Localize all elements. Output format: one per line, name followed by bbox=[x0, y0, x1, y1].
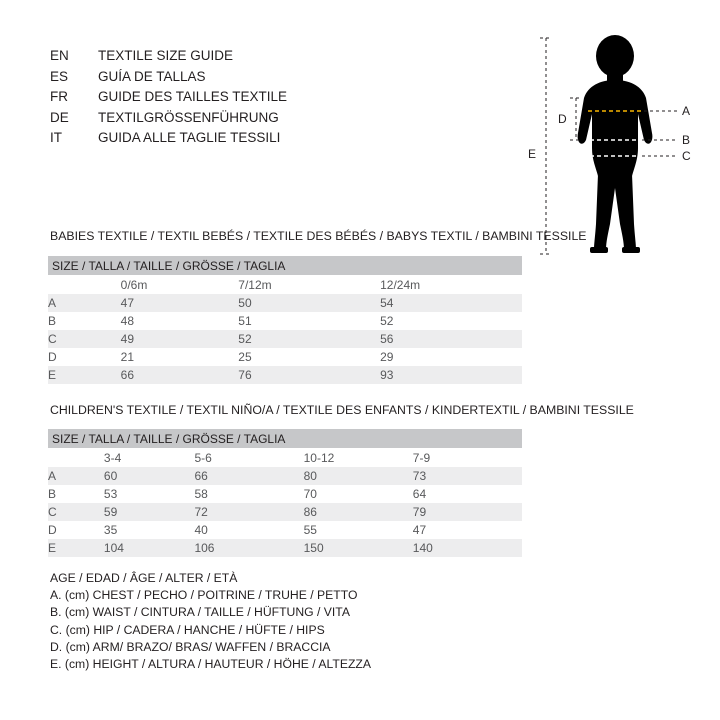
children-row-e-v0: 104 bbox=[104, 539, 195, 557]
legend-block bbox=[50, 570, 371, 673]
babies-col-blank bbox=[48, 275, 121, 294]
children-row-c-v2: 86 bbox=[304, 503, 413, 521]
babies-row-c-v2: 56 bbox=[380, 330, 522, 348]
babies-col-2: 12/24m bbox=[380, 275, 522, 294]
babies-col-0: 0/6m bbox=[121, 275, 239, 294]
legend-line-d: D. (cm) ARM/ BRAZO/ BRAS/ WAFFEN / BRACCIA bbox=[50, 639, 331, 654]
children-col-1: 5-6 bbox=[194, 448, 303, 467]
children-row-a-v0: 60 bbox=[104, 467, 195, 485]
children-row-c-v1: 72 bbox=[194, 503, 303, 521]
language-row-es bbox=[50, 67, 287, 88]
table-row bbox=[48, 467, 522, 485]
table-column-row bbox=[48, 448, 522, 467]
babies-row-b-v1: 51 bbox=[238, 312, 380, 330]
children-row-c-label: C bbox=[48, 503, 104, 521]
language-code-it: IT bbox=[50, 130, 62, 145]
babies-row-e-v1: 76 bbox=[238, 366, 380, 384]
children-row-b-v0: 53 bbox=[104, 485, 195, 503]
table-row bbox=[48, 539, 522, 557]
children-row-b-v3: 64 bbox=[413, 485, 522, 503]
table-column-row bbox=[48, 275, 522, 294]
children-row-b-v1: 58 bbox=[194, 485, 303, 503]
legend-line-b: B. (cm) WAIST / CINTURA / TAILLE / HÜFTUNG / VITA bbox=[50, 605, 350, 620]
children-row-d-v0: 35 bbox=[104, 521, 195, 539]
children-row-e-label: E bbox=[48, 539, 104, 557]
babies-row-a-v0: 47 bbox=[121, 294, 239, 312]
legend-line-c: C. (cm) HIP / CADERA / HANCHE / HÜFTE / HIPS bbox=[50, 622, 325, 637]
table-header-row bbox=[48, 256, 522, 275]
babies-row-d-v0: 21 bbox=[121, 348, 239, 366]
babies-row-a-label: A bbox=[48, 294, 121, 312]
figure-label-b: B bbox=[682, 133, 691, 147]
measurement-figure bbox=[510, 28, 700, 263]
babies-size-table bbox=[48, 256, 522, 384]
language-title-en: TEXTILE SIZE GUIDE bbox=[98, 48, 234, 63]
babies-row-b-v2: 52 bbox=[380, 312, 522, 330]
table-row bbox=[48, 503, 522, 521]
children-col-3: 7-9 bbox=[413, 448, 522, 467]
table-row bbox=[48, 366, 522, 384]
legend-line-e: E. (cm) HEIGHT / ALTURA / HAUTEUR / HÖHE / ALTEZZA bbox=[50, 657, 371, 672]
language-title-es: GUÍA DE TALLAS bbox=[98, 68, 206, 84]
children-row-a-v2: 80 bbox=[304, 467, 413, 485]
table-row bbox=[48, 348, 522, 366]
figure-label-a: A bbox=[682, 104, 691, 118]
language-code-en: EN bbox=[50, 48, 69, 63]
babies-row-a-v2: 54 bbox=[380, 294, 522, 312]
children-row-d-v2: 55 bbox=[304, 521, 413, 539]
children-row-b-label: B bbox=[48, 485, 104, 503]
babies-col-1: 7/12m bbox=[238, 275, 380, 294]
figure-label-d: D bbox=[558, 112, 567, 126]
table-header-row bbox=[48, 429, 522, 448]
children-table-header: SIZE / TALLA / TAILLE / GRÖSSE / TAGLIA bbox=[52, 431, 286, 446]
babies-row-d-label: D bbox=[48, 348, 121, 366]
children-row-a-v1: 66 bbox=[194, 467, 303, 485]
babies-row-d-v1: 25 bbox=[238, 348, 380, 366]
language-title-block bbox=[50, 46, 287, 149]
children-row-a-v3: 73 bbox=[413, 467, 522, 485]
children-col-2: 10-12 bbox=[304, 448, 413, 467]
language-row-de bbox=[50, 108, 287, 129]
children-row-e-v2: 150 bbox=[304, 539, 413, 557]
children-row-d-label: D bbox=[48, 521, 104, 539]
children-row-b-v2: 70 bbox=[304, 485, 413, 503]
children-row-c-v3: 79 bbox=[413, 503, 522, 521]
babies-row-e-label: E bbox=[48, 366, 121, 384]
table-row bbox=[48, 312, 522, 330]
babies-row-c-v1: 52 bbox=[238, 330, 380, 348]
figure-label-c: C bbox=[682, 149, 691, 163]
children-row-e-v1: 106 bbox=[194, 539, 303, 557]
language-row-it bbox=[50, 128, 287, 149]
babies-row-e-v2: 93 bbox=[380, 366, 522, 384]
legend-title: AGE / EDAD / ÂGE / ALTER / ETÀ bbox=[50, 571, 238, 585]
table-row bbox=[48, 330, 522, 348]
babies-row-e-v0: 66 bbox=[121, 366, 239, 384]
figure-label-e: E bbox=[528, 147, 537, 161]
table-row bbox=[48, 485, 522, 503]
language-title-de: TEXTILGRÖSSENFÜHRUNG bbox=[98, 109, 279, 125]
table-row bbox=[48, 294, 522, 312]
babies-row-b-label: B bbox=[48, 312, 121, 330]
babies-row-d-v2: 29 bbox=[380, 348, 522, 366]
babies-row-a-v1: 50 bbox=[238, 294, 380, 312]
language-row-fr bbox=[50, 87, 287, 108]
children-row-d-v3: 47 bbox=[413, 521, 522, 539]
language-title-it: GUIDA ALLE TAGLIE TESSILI bbox=[98, 130, 281, 145]
language-code-es: ES bbox=[50, 68, 69, 84]
babies-row-b-v0: 48 bbox=[121, 312, 239, 330]
table-row bbox=[48, 521, 522, 539]
babies-table-header: SIZE / TALLA / TAILLE / GRÖSSE / TAGLIA bbox=[52, 258, 286, 273]
language-code-de: DE bbox=[50, 109, 69, 125]
children-row-c-v0: 59 bbox=[104, 503, 195, 521]
children-col-blank bbox=[48, 448, 104, 467]
children-row-d-v1: 40 bbox=[194, 521, 303, 539]
babies-row-c-v0: 49 bbox=[121, 330, 239, 348]
children-size-table bbox=[48, 429, 522, 557]
language-title-fr: GUIDE DES TAILLES TEXTILE bbox=[98, 89, 288, 104]
babies-section-title: BABIES TEXTILE / TEXTIL BEBÉS / TEXTILE DES BÉBÉS / BABYS TEXTIL / BAMBINI TESSILE bbox=[50, 229, 587, 243]
language-code-fr: FR bbox=[50, 89, 68, 104]
legend-line-a: A. (cm) CHEST / PECHO / POITRINE / TRUHE / PETTO bbox=[50, 588, 358, 603]
babies-row-c-label: C bbox=[48, 330, 121, 348]
children-row-a-label: A bbox=[48, 467, 104, 485]
language-row-en bbox=[50, 46, 287, 67]
children-col-0: 3-4 bbox=[104, 448, 195, 467]
children-row-e-v3: 140 bbox=[413, 539, 522, 557]
children-section-title: CHILDREN'S TEXTILE / TEXTIL NIÑO/A / TEXTILE DES ENFANTS / KINDERTEXTIL / BAMBINI TESSILE bbox=[50, 403, 634, 417]
